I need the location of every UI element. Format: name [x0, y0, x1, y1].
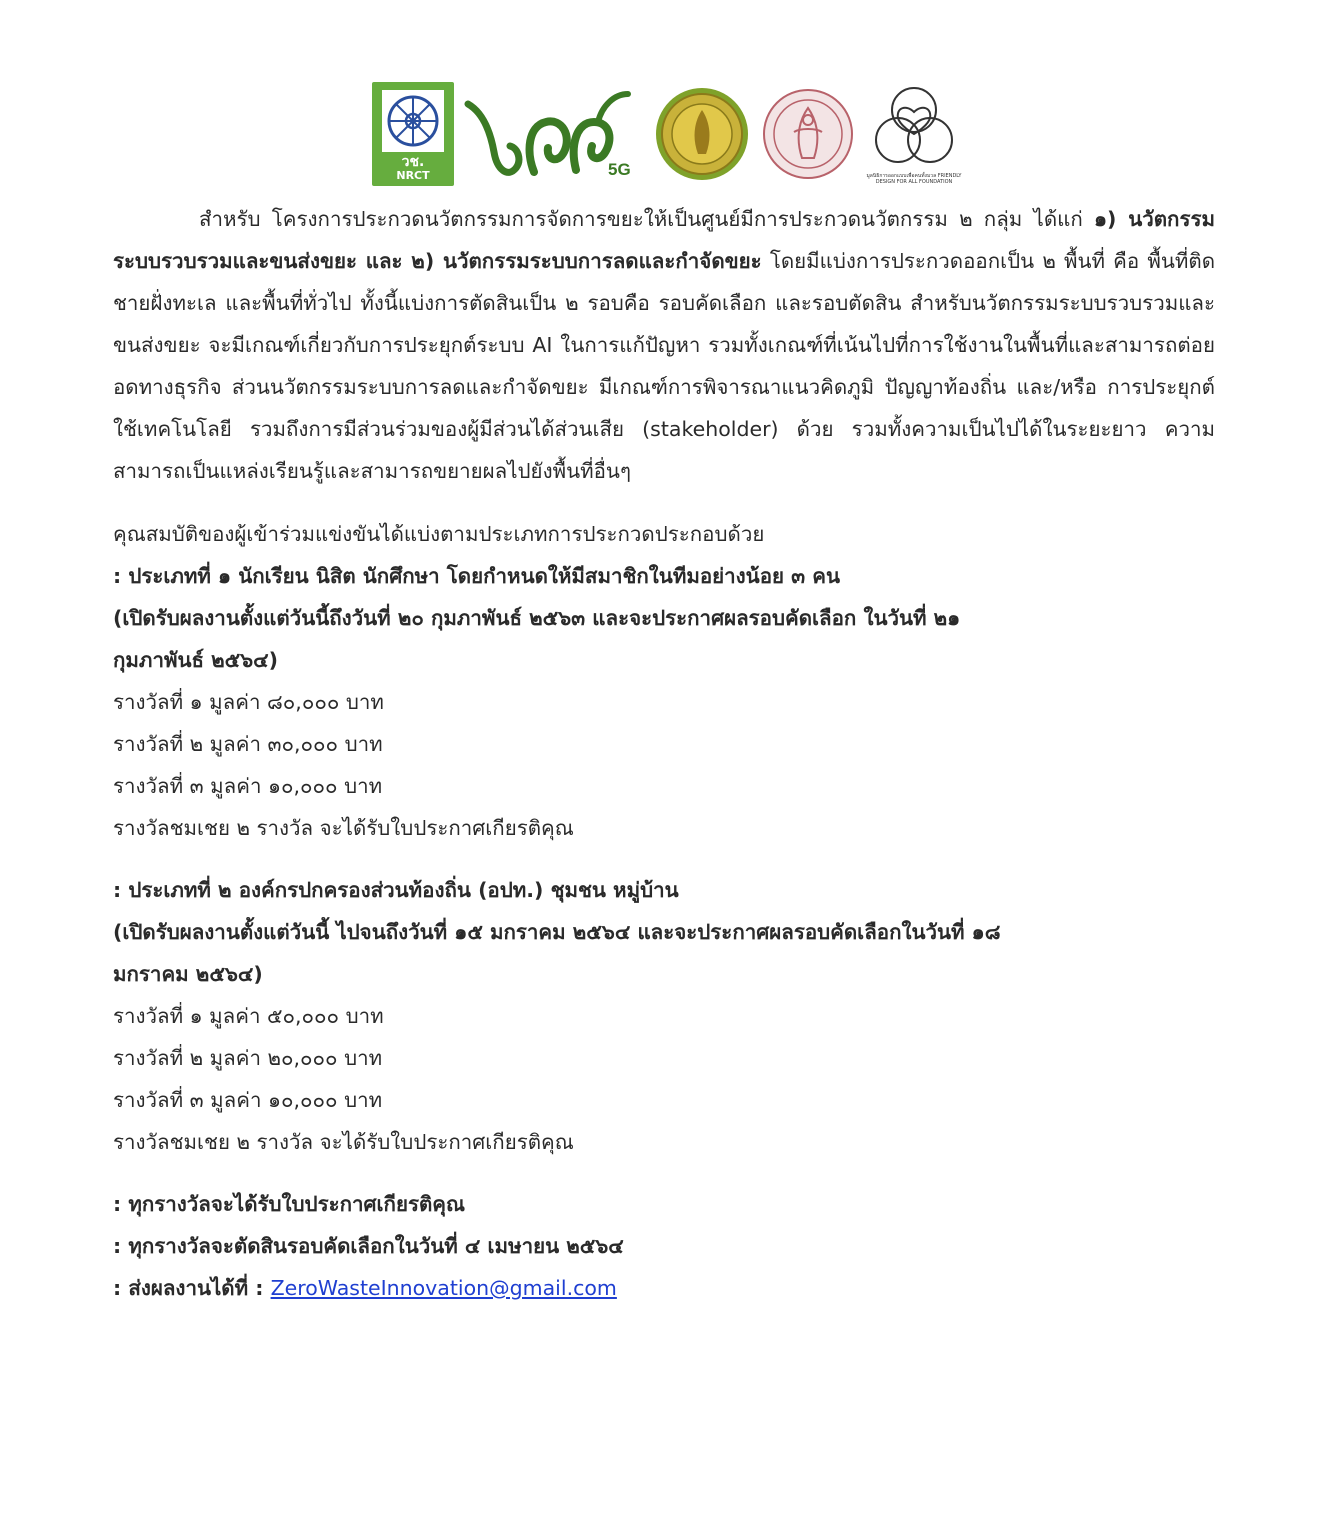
v5g-logo [464, 82, 644, 186]
category2-prize-3: รางวัลที่ ๓ มูลค่า ๑๐,๐๐๐ บาท [113, 1088, 383, 1112]
category1-prize-2: รางวัลที่ ๒ มูลค่า ๓๐,๐๐๐ บาท [113, 732, 383, 756]
note-certificate: : ทุกรางวัลจะได้รับใบประกาศเกียรติคุณ [113, 1192, 466, 1216]
category1-title: : ประเภทที่ ๑ นักเรียน นิสิต นักศึกษา โดยกำหนดให้มีสมาชิกในทีมอย่างน้อย ๓ คน [113, 564, 841, 588]
category2-period-1: (เปิดรับผลงานตั้งแต่วันนี้ ไปจนถึงวันที่ ๑๕ มกราคม ๒๕๖๔ และจะประกาศผลรอบคัดเลือกในวันที่ ๑๘ [113, 920, 1001, 944]
foundation-caption: มูลนิธิการออกแบบเพื่อคนทั้งมวล FRIENDLY DESIGN FOR ALL FOUNDATION [866, 173, 962, 185]
red-seal-logo [760, 82, 856, 186]
nrct-abbr: วช. [401, 154, 425, 170]
announcement-body [113, 198, 1215, 1309]
category1-period-1: (เปิดรับผลงานตั้งแต่วันนี้ถึงวันที่ ๒๐ กุมภาพันธ์ ๒๕๖๓ และจะประกาศผลรอบคัดเลือก ในวันที่ ๒๑ [113, 606, 961, 630]
category2-prize-1: รางวัลที่ ๑ มูลค่า ๕๐,๐๐๐ บาท [113, 1004, 384, 1028]
category1-prize-3: รางวัลที่ ๓ มูลค่า ๑๐,๐๐๐ บาท [113, 774, 383, 798]
category2-title: : ประเภทที่ ๒ องค์กรปกครองส่วนท้องถิ่น (อปท.) ชุมชน หมู่บ้าน [113, 878, 679, 902]
logo-row [372, 78, 992, 190]
intro-body: โดยมีแบ่งการประกวดออกเป็น ๒ พื้นที่ คือ พื้นที่ติดชายฝั่งทะเล และพื้นที่ทั่วไป ทั้งนี้แบ่งการตัดสินเป็น ๒ รอบคือ รอบคัดเลือก และรอบตัดสิน สำหรับนวัตกรรมระบบรวบรวมและขนส่งขยะ จะมีเกณฑ์เกี่ยวกับการประยุกต์ระบบ AI ในการแก้ปัญหา รวมทั้งเกณฑ์ที่เน้นไปที่การใช้งานในพื้นที่และสามารถต่อยอดทางธุรกิจ ส่วนนวัตกรรมระบบการลดและกำจัดขยะ มีเกณฑ์การพิจารณาแนวคิดภูมิ ปัญญาท้องถิ่น และ/หรือ การประยุกต์ใช้เทคโนโลยี รวมถึงการมีส่วนร่วมของผู้มีส่วนได้ส่วนเสีย (stakeholder) ด้วย รวมทั้งความเป็นไปได้ในระยะยาว ความสามารถเป็นแหล่งเรียนรู้และสามารถขยายผลไปยังพื้นที่อื่นๆ [113, 249, 1216, 483]
intro-lead: สำหรับ โครงการประกวดนวัตกรรมการจัดการขยะให้เป็นศูนย์มีการประกวดนวัตกรรม ๒ กลุ่ม ได้แก่ [199, 207, 1094, 231]
category2-prize-honorable: รางวัลชมเชย ๒ รางวัล จะได้รับใบประกาศเกียรติคุณ [113, 1130, 574, 1154]
dharma-wheel-icon [382, 90, 444, 152]
email-link[interactable]: ZeroWasteInnovation@gmail.com [270, 1276, 617, 1300]
qualifications-heading: คุณสมบัติของผู้เข้าร่วมแข่งขันได้แบ่งตามประเภทการประกวดประกอบด้วย [113, 522, 765, 546]
v5g-mark: 5G [608, 160, 631, 179]
note-judging: : ทุกรางวัลจะตัดสินรอบคัดเลือกในวันที่ ๔ เมษายน ๒๕๖๔ [113, 1234, 624, 1258]
submit-label: : ส่งผลงานได้ที่ : [113, 1276, 271, 1300]
nrct-en: NRCT [396, 169, 430, 182]
category1-prize-1: รางวัลที่ ๑ มูลค่า ๘๐,๐๐๐ บาท [113, 690, 384, 714]
category2-period-2: มกราคม ๒๕๖๔) [113, 962, 263, 986]
note-submit [113, 1267, 1215, 1309]
foundation-logo [866, 82, 962, 186]
gold-seal-logo [654, 82, 750, 186]
category1-prize-honorable: รางวัลชมเชย ๒ รางวัล จะได้รับใบประกาศเกียรติคุณ [113, 816, 574, 840]
nrct-logo [372, 82, 454, 186]
category1-period-2: กุมภาพันธ์ ๒๕๖๔) [113, 648, 279, 672]
intro-groups: ๑) นวัตกรรมระบบรวบรวมและขนส่งขยะ และ ๒) นวัตกรรมระบบการลดและกำจัดขยะ [113, 207, 1215, 273]
intro-paragraph [113, 198, 1215, 492]
category2-prize-2: รางวัลที่ ๒ มูลค่า ๒๐,๐๐๐ บาท [113, 1046, 383, 1070]
